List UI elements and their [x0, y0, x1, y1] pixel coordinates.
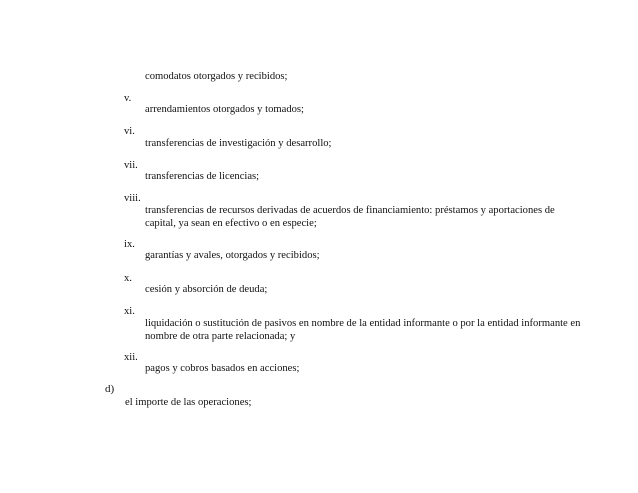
section-d-letter: d): [105, 383, 115, 395]
list-item-vi-numeral: vi.: [124, 126, 135, 137]
list-item-xii-text: pagos y cobros basados en acciones;: [145, 363, 300, 374]
list-item-xi-numeral: xi.: [124, 306, 135, 317]
list-item-viii-text: transferencias de recursos derivadas de acuerdos de financiamiento: préstamos y aportaciones de capital, ya sean en efectivo o en especie;: [145, 205, 555, 229]
list-item-v-numeral: v.: [124, 93, 132, 104]
list-item-x-text: cesión y absorción de deuda;: [145, 284, 268, 295]
list-item-x-numeral: x.: [124, 273, 132, 284]
list-item-vii-text: transferencias de licencias;: [145, 171, 260, 182]
list-item-xi-text: liquidación o sustitución de pasivos en nombre de la entidad informante o por la entidad informante en nombre de otra parte relacionada; y: [145, 318, 581, 342]
list-item-vi-text: transferencias de investigación y desarrollo;: [145, 138, 332, 149]
list-item-vii-numeral: vii.: [124, 160, 138, 171]
section-d-text: el importe de las operaciones;: [125, 397, 252, 408]
list-item-continuation-text: comodatos otorgados y recibidos;: [145, 71, 288, 82]
list-item-xii-numeral: xii.: [124, 352, 138, 363]
list-item-v-text: arrendamientos otorgados y tomados;: [145, 104, 304, 115]
list-item-ix-text: garantías y avales, otorgados y recibidos;: [145, 250, 320, 261]
list-item-viii-numeral: viii.: [124, 193, 141, 204]
list-item-ix-numeral: ix.: [124, 239, 135, 250]
